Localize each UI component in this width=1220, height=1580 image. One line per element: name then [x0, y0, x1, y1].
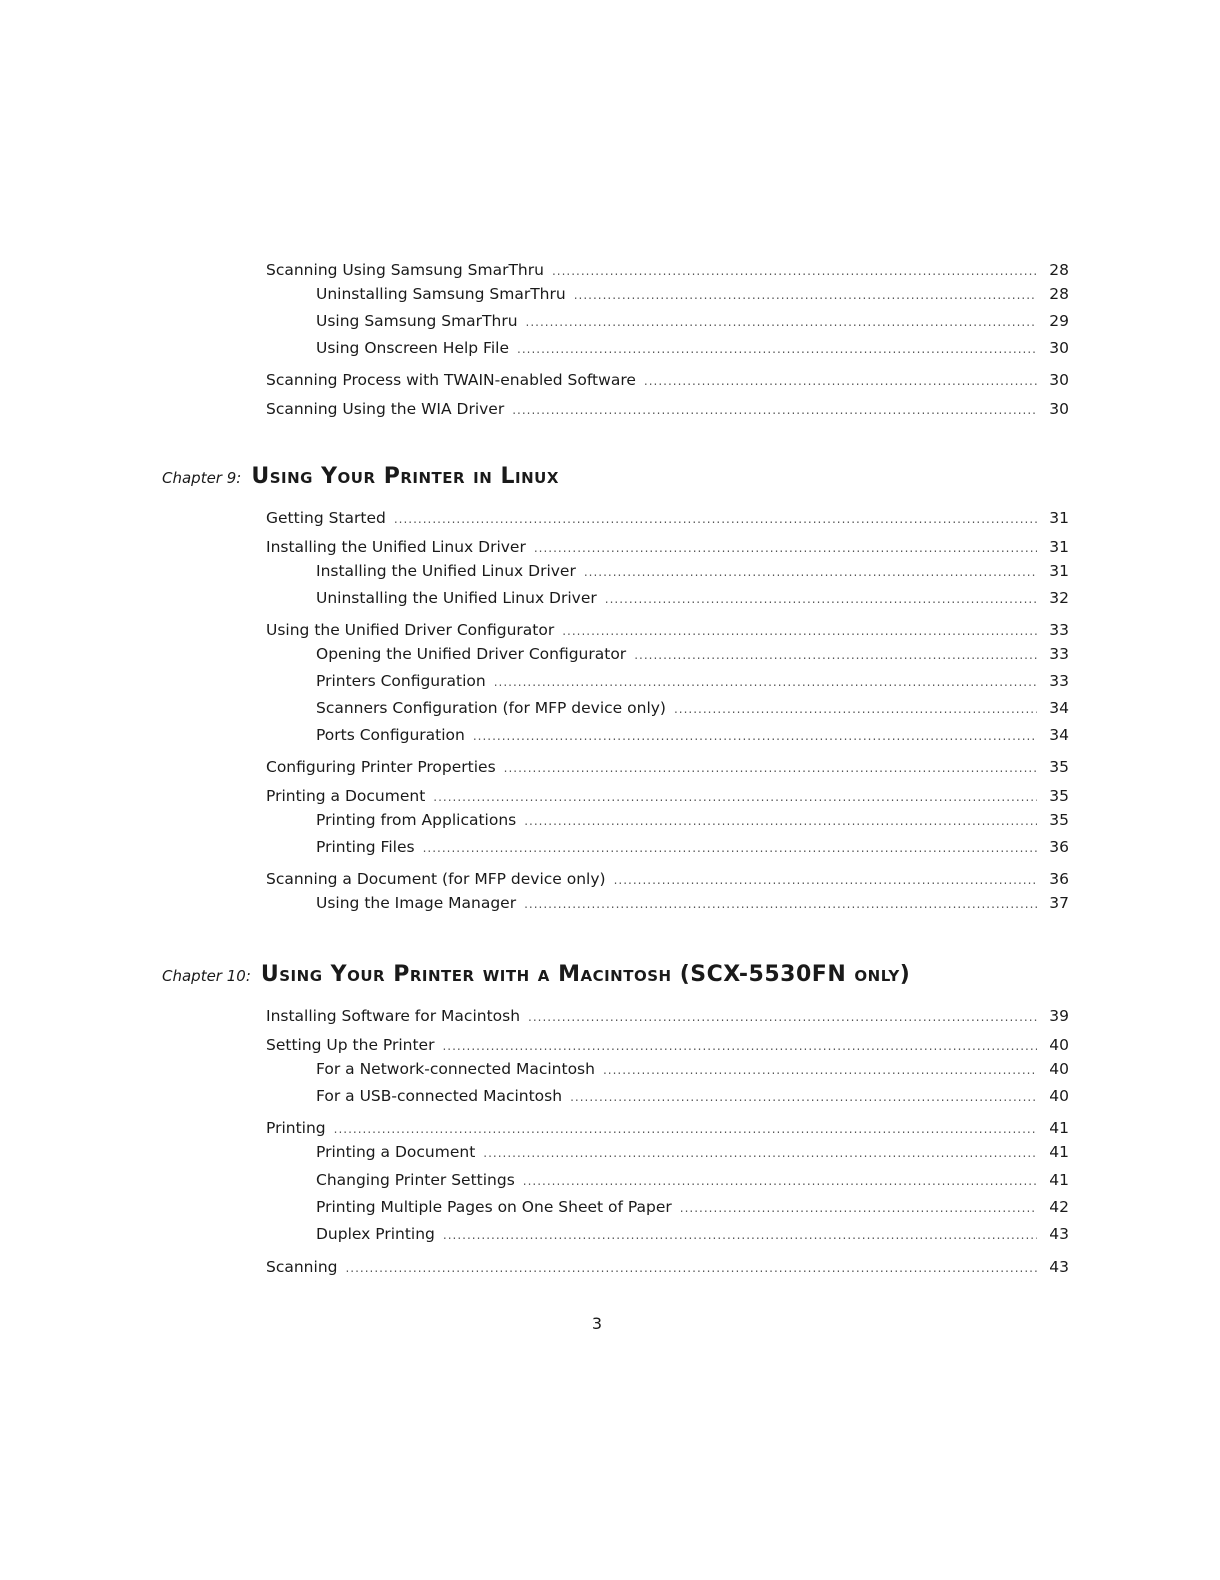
toc-entry-page: 30 — [1049, 371, 1069, 389]
toc-entry-text: Printers Configuration — [316, 672, 486, 690]
toc-entry-text: Printing Files — [316, 838, 415, 856]
dot-leader — [442, 1036, 1037, 1056]
toc-entry[interactable] — [316, 1142, 1069, 1163]
dot-leader — [552, 261, 1037, 281]
dot-leader — [634, 645, 1037, 665]
chapter-title: Using Your Printer with a Macintosh (SCX-5530FN only) — [260, 962, 911, 987]
toc-entry-page: 35 — [1049, 811, 1069, 829]
toc-entry-page: 41 — [1049, 1143, 1069, 1161]
toc-entry[interactable] — [266, 1035, 1069, 1056]
toc-entry[interactable] — [266, 370, 1069, 391]
toc-entry-text: Scanning Using the WIA Driver — [266, 400, 505, 418]
dot-leader — [504, 758, 1037, 778]
toc-entry-text: Printing from Applications — [316, 811, 517, 829]
toc-entry-text: Duplex Printing — [316, 1225, 435, 1243]
dot-leader — [644, 371, 1037, 391]
toc-entry-page: 35 — [1049, 787, 1069, 805]
toc-entry-page: 30 — [1049, 339, 1069, 357]
toc-entry[interactable] — [316, 1059, 1069, 1080]
toc-entry-text: Uninstalling Samsung SmarThru — [316, 285, 566, 303]
toc-entry[interactable] — [316, 1197, 1069, 1218]
toc-entry[interactable] — [316, 810, 1069, 831]
chapter-title: Using Your Printer in Linux — [251, 464, 559, 489]
dot-leader — [523, 1171, 1037, 1191]
toc-entry[interactable] — [316, 644, 1069, 665]
toc-entry-page: 33 — [1049, 645, 1069, 663]
toc-entry-text: Using the Unified Driver Configurator — [266, 621, 555, 639]
toc-entry[interactable] — [266, 1257, 1069, 1278]
toc-entry-text: Printing a Document — [266, 787, 426, 805]
toc-entry-page: 32 — [1049, 589, 1069, 607]
toc-entry-text: Printing — [266, 1119, 326, 1137]
toc-entry-text: Installing the Unified Linux Driver — [266, 538, 526, 556]
toc-entry-text: Printing Multiple Pages on One Sheet of Paper — [316, 1198, 672, 1216]
toc-entry[interactable] — [316, 698, 1069, 719]
toc-entry-text: Scanning — [266, 1258, 338, 1276]
toc-entry[interactable] — [266, 1006, 1069, 1027]
toc-entry-page: 34 — [1049, 699, 1069, 717]
dot-leader — [433, 787, 1037, 807]
dot-leader — [483, 1143, 1037, 1163]
toc-entry-text: Installing Software for Macintosh — [266, 1007, 521, 1025]
toc-entry-page: 43 — [1049, 1225, 1069, 1243]
dot-leader — [528, 1007, 1037, 1027]
dot-leader — [394, 509, 1037, 529]
toc-entry[interactable] — [316, 893, 1069, 914]
dot-leader — [526, 312, 1037, 332]
toc-entry[interactable] — [266, 757, 1069, 778]
toc-entry-text: Scanning Process with TWAIN-enabled Software — [266, 371, 636, 389]
toc-entry[interactable] — [266, 786, 1069, 807]
toc-entry[interactable] — [266, 537, 1069, 558]
page-number: 3 — [591, 1314, 603, 1333]
toc-entry-page: 36 — [1049, 838, 1069, 856]
toc-entry[interactable] — [316, 1170, 1069, 1191]
dot-leader — [674, 699, 1037, 719]
toc-entry-text: Scanners Configuration (for MFP device only) — [316, 699, 666, 717]
toc-entry-page: 36 — [1049, 870, 1069, 888]
toc-entry[interactable] — [266, 399, 1069, 420]
toc-entry[interactable] — [266, 620, 1069, 641]
toc-entry-text: Uninstalling the Unified Linux Driver — [316, 589, 597, 607]
toc-entry[interactable] — [316, 725, 1069, 746]
toc-entry-text: Configuring Printer Properties — [266, 758, 496, 776]
dot-leader — [517, 339, 1037, 359]
toc-entry[interactable] — [316, 837, 1069, 858]
toc-entry-page: 33 — [1049, 621, 1069, 639]
toc-entry-text: Getting Started — [266, 509, 386, 527]
dot-leader — [524, 894, 1037, 914]
toc-entry-text: Ports Configuration — [316, 726, 465, 744]
toc-entry-text: Printing a Document — [316, 1143, 476, 1161]
toc-entry[interactable] — [316, 588, 1069, 609]
toc-entry-page: 30 — [1049, 400, 1069, 418]
dot-leader — [345, 1258, 1037, 1278]
dot-leader — [603, 1060, 1037, 1080]
toc-entry-text: Using Onscreen Help File — [316, 339, 509, 357]
toc-entry[interactable] — [316, 311, 1069, 332]
toc-entry-text: Changing Printer Settings — [316, 1171, 515, 1189]
toc-entry-page: 40 — [1049, 1036, 1069, 1054]
dot-leader — [605, 589, 1037, 609]
dot-leader — [473, 726, 1037, 746]
toc-entry-page: 39 — [1049, 1007, 1069, 1025]
toc-entry-page: 28 — [1049, 285, 1069, 303]
chapter-heading — [162, 464, 559, 489]
toc-entry-page: 28 — [1049, 261, 1069, 279]
toc-entry-text: Using the Image Manager — [316, 894, 517, 912]
toc-entry-page: 41 — [1049, 1171, 1069, 1189]
chapter-label: Chapter 9: — [162, 469, 242, 487]
toc-entry-page: 42 — [1049, 1198, 1069, 1216]
chapter-label: Chapter 10: — [162, 967, 251, 985]
dot-leader — [574, 285, 1037, 305]
toc-entry-page: 31 — [1049, 509, 1069, 527]
toc-entry[interactable] — [316, 1086, 1069, 1107]
dot-leader — [584, 562, 1037, 582]
toc-entry-page: 40 — [1049, 1087, 1069, 1105]
toc-entry[interactable] — [316, 338, 1069, 359]
dot-leader — [570, 1087, 1037, 1107]
toc-entry-page: 43 — [1049, 1258, 1069, 1276]
toc-entry-text: Opening the Unified Driver Configurator — [316, 645, 627, 663]
toc-entry-page: 29 — [1049, 312, 1069, 330]
toc-entry-text: Scanning Using Samsung SmarThru — [266, 261, 544, 279]
chapter-heading — [162, 962, 910, 987]
toc-entry[interactable] — [316, 284, 1069, 305]
dot-leader — [534, 538, 1037, 558]
dot-leader — [562, 621, 1037, 641]
toc-entry-text: For a USB-connected Macintosh — [316, 1087, 563, 1105]
toc-entry[interactable] — [266, 869, 1069, 890]
toc-entry-text: Scanning a Document (for MFP device only) — [266, 870, 606, 888]
toc-entry-page: 33 — [1049, 672, 1069, 690]
dot-leader — [334, 1119, 1037, 1139]
toc-entry[interactable] — [316, 561, 1069, 582]
toc-entry-text: Installing the Unified Linux Driver — [316, 562, 576, 580]
toc-entry[interactable] — [266, 260, 1069, 281]
toc-entry-page: 37 — [1049, 894, 1069, 912]
toc-entry-page: 31 — [1049, 562, 1069, 580]
dot-leader — [443, 1225, 1037, 1245]
toc-entry-text: Using Samsung SmarThru — [316, 312, 518, 330]
toc-entry[interactable] — [266, 508, 1069, 529]
toc-entry[interactable] — [316, 1224, 1069, 1245]
dot-leader — [423, 838, 1037, 858]
toc-entry-page: 31 — [1049, 538, 1069, 556]
toc-entry-page: 41 — [1049, 1119, 1069, 1137]
toc-entry-page: 34 — [1049, 726, 1069, 744]
dot-leader — [614, 870, 1037, 890]
dot-leader — [680, 1198, 1037, 1218]
toc-entry[interactable] — [316, 671, 1069, 692]
toc-entry-text: Setting Up the Printer — [266, 1036, 435, 1054]
toc-entry[interactable] — [266, 1118, 1069, 1139]
dot-leader — [512, 400, 1037, 420]
dot-leader — [524, 811, 1037, 831]
toc-entry-text: For a Network-connected Macintosh — [316, 1060, 595, 1078]
toc-entry-page: 35 — [1049, 758, 1069, 776]
dot-leader — [494, 672, 1037, 692]
toc-entry-page: 40 — [1049, 1060, 1069, 1078]
